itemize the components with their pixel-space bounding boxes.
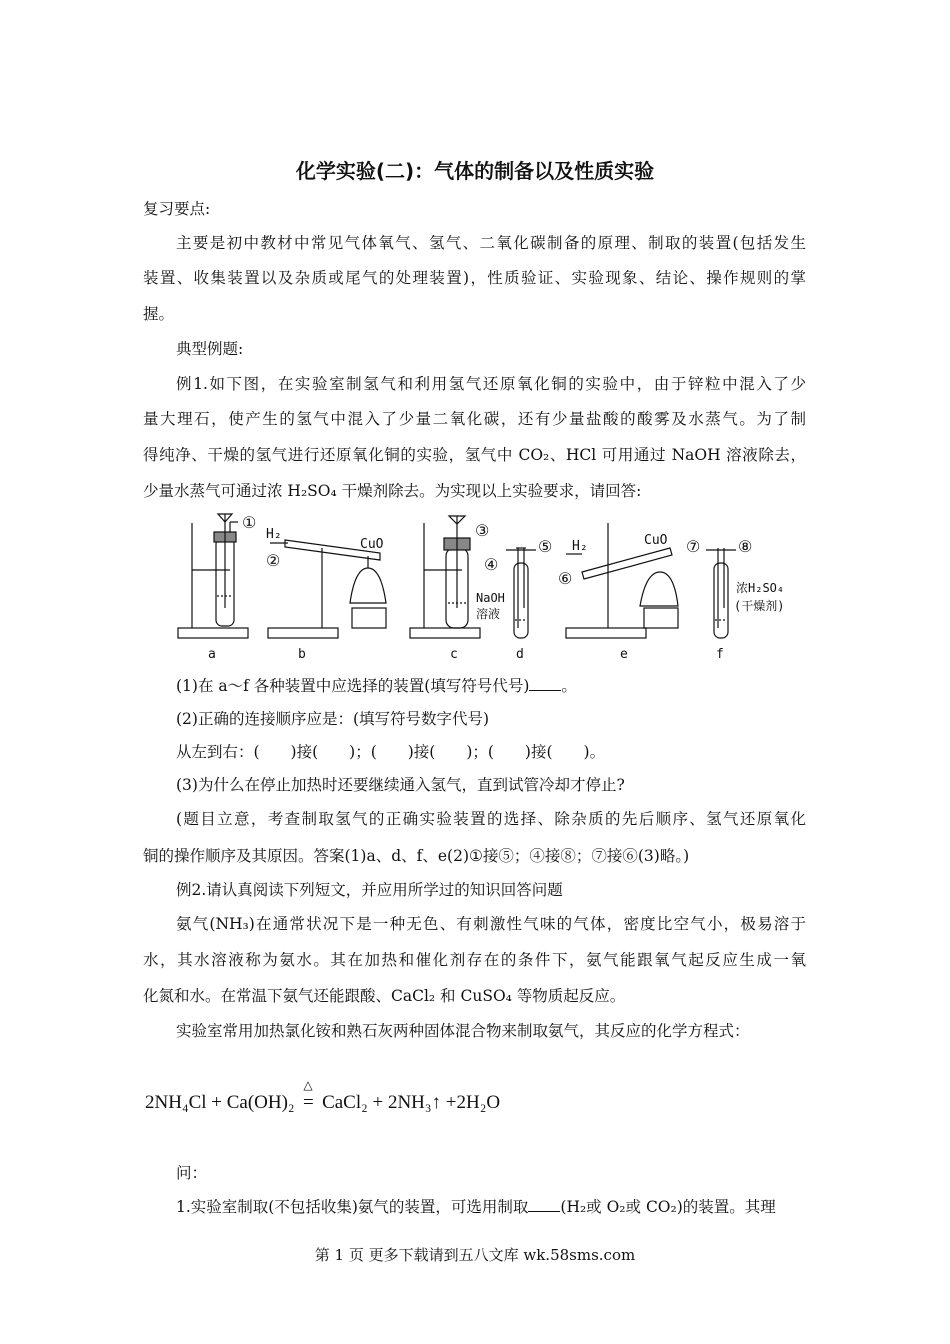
label-5: ⑤ [538, 537, 553, 556]
apparatus-b [268, 540, 386, 638]
review-line-1: 主要是初中教材中常见气体氧气、氢气、二氧化碳制备的原理、制取的装置(包括发生 [176, 234, 806, 252]
label-8: ⑧ [738, 537, 753, 556]
naoh-label: NaOH [476, 591, 505, 605]
desiccant-label: (干燥剂) [734, 599, 785, 613]
review-heading: 复习要点: [143, 200, 211, 218]
ask-1-blank [528, 1197, 560, 1212]
label-1: ① [242, 513, 257, 532]
apparatus-d [506, 548, 536, 638]
h2so4-label: 浓H₂SO₄ [736, 581, 785, 595]
analysis-line-2: 铜的操作顺序及其原因。答案(1)a、d、f、e(2)①接⑤；④接⑧；⑦接⑥(3)略。) [143, 847, 690, 865]
caption-e: e [620, 647, 628, 662]
ex1-line-2: 量大理石，使产生的氢气中混入了少量二氧化碳，还有少量盐酸的酸雾及水蒸气。为了制 [143, 410, 806, 428]
apparatus-a [178, 514, 248, 638]
h2-label-b: H₂ [266, 527, 282, 542]
reaction-equation [145, 1078, 501, 1114]
question-2-order: 从左到右：( )接( )；( )接( )；( )接( )。 [176, 743, 606, 761]
ex1-line-4: 少量水蒸气可通过浓 H₂SO₄ 干燥剂除去。为实现以上实验要求，请回答: [143, 482, 642, 500]
heat-condition: △ [303, 1078, 313, 1092]
ex2-line-2: 水，其水溶液称为氨水。其在加热和催化剂存在的条件下，氨气能跟氧气起反应生成一氧 [143, 951, 806, 969]
question-2: (2)正确的连接顺序应是：(填写符号数字代号) [176, 710, 490, 728]
cuo-label-b: CuO [360, 537, 384, 552]
caption-f: f [716, 647, 724, 662]
ex2-line-3: 化氮和水。在常温下氨气还能跟酸、CaCl₂ 和 CuSO₄ 等物质起反应。 [143, 987, 626, 1005]
analysis-line-1: (题目立意，考查制取氢气的正确实验装置的选择、除杂质的先后顺序、氢气还原氧化 [176, 810, 806, 828]
page-footer: 第 1 页 更多下载请到五八文库 wk.58sms.com [314, 1246, 636, 1264]
equation-arrow: △ = [302, 1078, 314, 1113]
question-1: (1)在 a～f 各种装置中应选择的装置(填写符号代号) 。 [176, 677, 577, 695]
label-6: ⑥ [558, 569, 573, 588]
caption-d: d [516, 647, 524, 662]
ask-label: 问： [176, 1164, 208, 1182]
h2-label-e: H₂ [572, 539, 588, 554]
ex2-title: 例2.请认真阅读下列短文，并应用所学过的知识回答问题 [176, 881, 563, 899]
ex1-line-1: 例1.如下图，在实验室制氢气和利用氢气还原氧化铜的实验中，由于锌粒中混入了少 [176, 375, 806, 393]
ex2-method: 实验室常用加热氯化铵和熟石灰两种固体混合物来制取氨气，其反应的化学方程式： [176, 1022, 750, 1040]
label-3: ③ [475, 521, 490, 540]
review-line-2: 装置、收集装置以及杂质或尾气的处理装置)，性质验证、实验现象、结论、操作规则的掌 [143, 269, 806, 287]
ex1-line-3: 得纯净、干燥的氢气进行还原氧化铜的实验，氢气中 CO₂、HCl 可用通过 NaOH 溶液除去， [143, 446, 806, 464]
cuo-label-e: CuO [644, 533, 668, 548]
apparatus-figure [170, 508, 820, 668]
equation-rhs: CaCl₂ + 2NH₃↑ +2H₂O [322, 1092, 501, 1113]
ex2-line-1: 氨气(NH₃)在通常状况下是一种无色、有刺激性气味的气体，密度比空气小，极易溶于 [176, 915, 806, 933]
apparatus-f [706, 548, 736, 638]
apparatus-c [410, 516, 480, 638]
answer-blank [529, 676, 561, 691]
equation-lhs: 2NH₄Cl + Ca(OH)₂ [145, 1092, 295, 1113]
caption-b: b [298, 647, 306, 662]
label-2: ② [266, 551, 281, 570]
question-3: (3)为什么在停止加热时还要继续通入氢气，直到试管冷却才停止? [176, 776, 625, 794]
review-line-3: 握。 [143, 305, 175, 323]
label-4: ④ [484, 555, 499, 574]
examples-heading: 典型例题: [176, 340, 244, 358]
label-7: ⑦ [686, 537, 701, 556]
caption-a: a [208, 647, 216, 662]
naoh-solution-label: 溶液 [476, 607, 501, 621]
caption-c: c [450, 647, 458, 662]
page-title: 化学实验(二)：气体的制备以及性质实验 [295, 159, 655, 183]
ask-1: 1.实验室制取(不包括收集)氨气的装置，可选用制取 (H₂或 O₂或 CO₂)的装置。其理 [176, 1198, 776, 1216]
